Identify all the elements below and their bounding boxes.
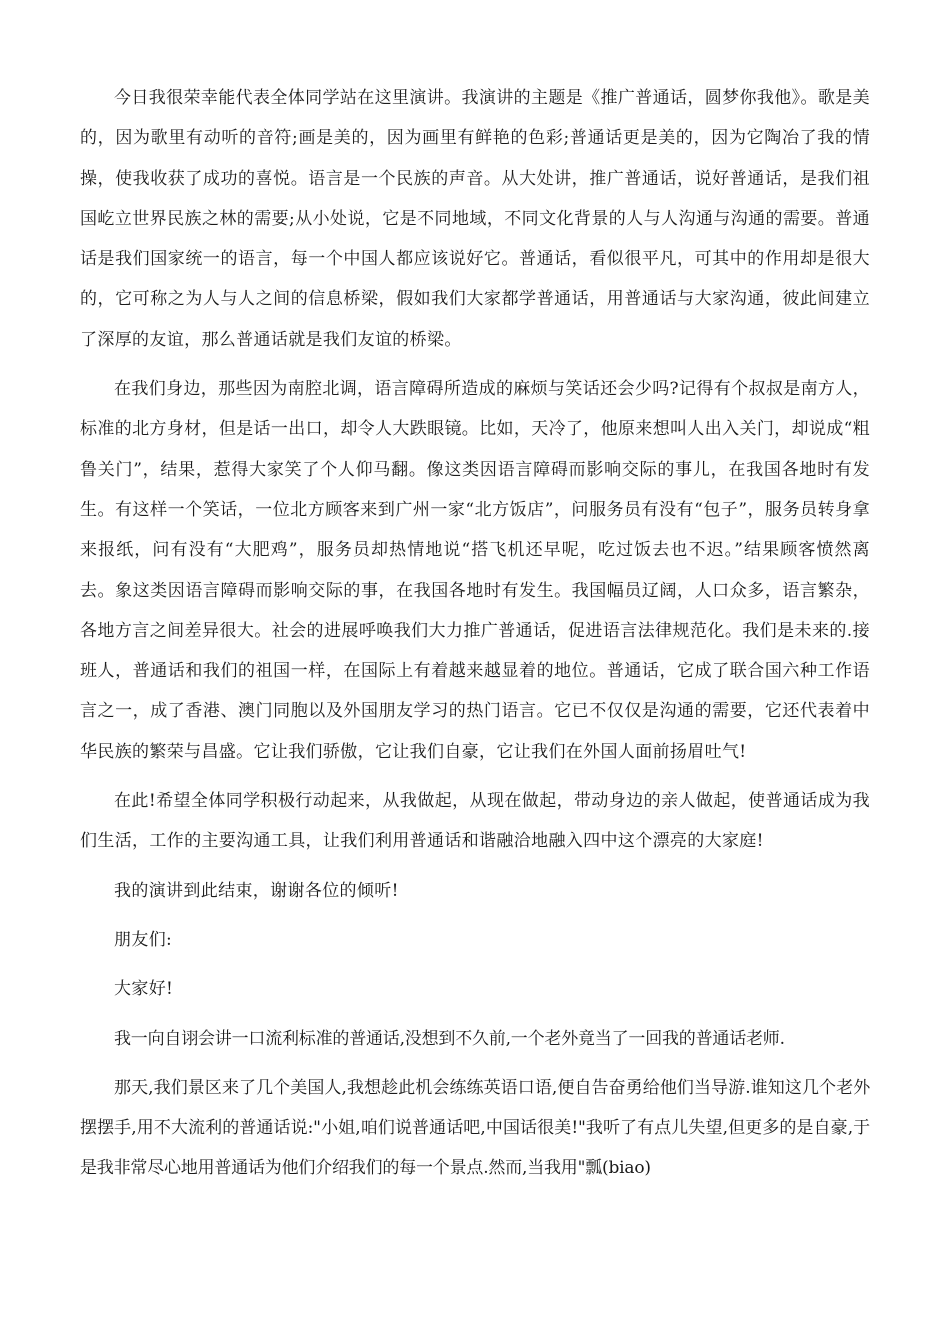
paragraph-greeting-all: 大家好!	[114, 979, 174, 1000]
paragraph-dialect-examples: 在我们身边，那些因为南腔北调，语言障碍所造成的麻烦与笑话还会少吗?记得有个叔叔是南方人，标准的北方身材，但是话一出口，却令人大跌眼镜。比如，天冷了，他原来想叫人出入关门，却说成“粗鲁关门”，结果，惹得大家笑了个人仰马翻。像这类因语言障碍而影响交际的事儿，在我国各地时有发生。有这样一个笑话，一位北方顾客来到广州一家“北方饭店”，问服务员有没有“包子”，服务员转身拿来报纸，问有没有“大肥鸡”，服务员却热情地说“搭飞机还早呢，吃过饭去也不迟。”结果顾客愤然离去。象这类因语言障碍而影响交际的事，在我国各地时有发生。我国幅员辽阔，人口众多，语言繁杂，各地方言之间差异很大。社会的进展呼唤我们大力推广普通话，促进语言法律规范化。我们是未来的.接班人，普通话和我们的祖国一样，在国际上有着越来越显着的地位。普通话，它成了联合国六种工作语言之一，成了香港、澳门同胞以及外国朋友学习的热门语言。它已不仅仅是沟通的需要，它还代表着中华民族的繁荣与昌盛。它让我们骄傲，它让我们自豪，它让我们在外国人面前扬眉吐气!	[80, 379, 870, 762]
paragraph-greeting-friends: 朋友们:	[114, 929, 173, 950]
document-body	[80, 78, 870, 1198]
paragraph-story-intro: 我一向自诩会讲一口流利标准的普通话,没想到不久前,一个老外竟当了一回我的普通话老师.	[114, 1028, 785, 1049]
paragraph-intro: 今日我很荣幸能代表全体同学站在这里演讲。我演讲的主题是《推广普通话，圆梦你我他》。歌是美的，因为歌里有动听的音符;画是美的，因为画里有鲜艳的色彩;普通话更是美的，因为它陶冶了我的情操，使我收获了成功的喜悦。语言是一个民族的声音。从大处讲，推广普通话，说好普通话，是我们祖国屹立世界民族之林的需要;从小处说，它是不同地域，不同文化背景的人与人沟通与沟通的需要。普通话是我们国家统一的语言，每一个中国人都应该说好它。普通话，看似很平凡，可其中的作用却是很大的，它可称之为人与人之间的信息桥梁，假如我们大家都学普通话，用普通话与大家沟通，彼此间建立了深厚的友谊，那么普通话就是我们友谊的桥梁。	[80, 88, 870, 350]
paragraph-call-to-action: 在此!希望全体同学积极行动起来，从我做起，从现在做起，带动身边的亲人做起，使普通话成为我们生活，工作的主要沟通工具，让我们利用普通话和谐融洽地融入四中这个漂亮的大家庭!	[80, 791, 870, 852]
paragraph-story: 那天,我们景区来了几个美国人,我想趁此机会练练英语口语,便自告奋勇给他们当导游.谁知这几个老外摆摆手,用不大流利的普通话说:"小姐,咱们说普通话吧,中国话很美!"我听了有点儿失望,但更多的是自豪,于是我非常尽心地用普通话为他们介绍我们的每一个景点.然而,当我用"瓢(biao)	[80, 1077, 870, 1179]
paragraph-closing: 我的演讲到此结束，谢谢各位的倾听!	[114, 880, 399, 901]
